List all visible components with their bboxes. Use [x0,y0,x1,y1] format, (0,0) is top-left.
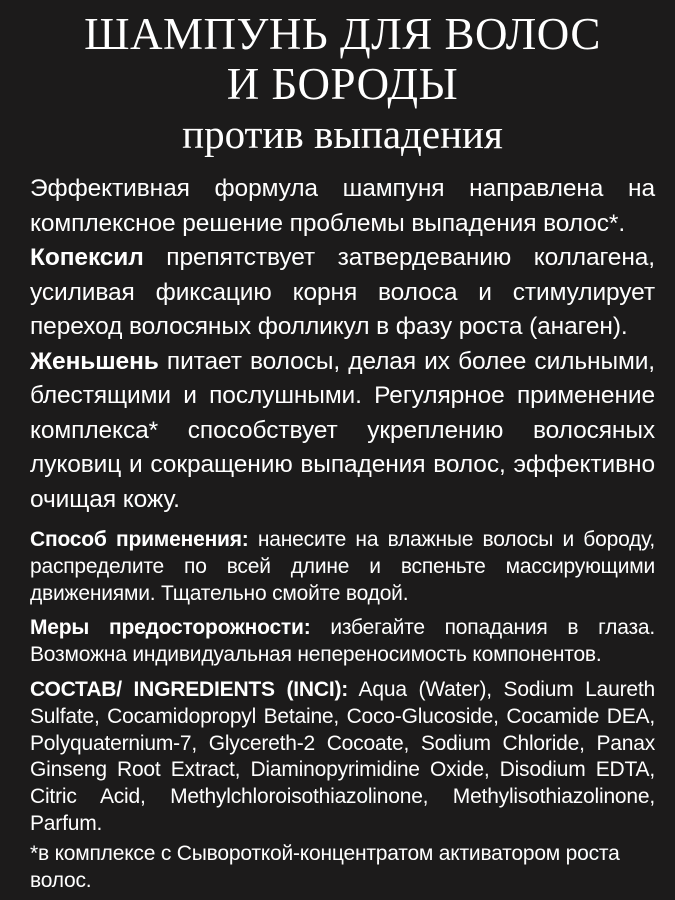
usage-text: нанесите на влажные волосы и бороду, распределите по всей длине и вспеньте массирующими движениями. Тщательно смойте водой. [30,528,655,605]
precautions-label: Меры предосторожности: [30,616,311,640]
product-title-line-1: ШАМПУНЬ ДЛЯ ВОЛОС [84,9,601,59]
precautions-section [30,615,655,669]
ingredient-paragraph-copexil [30,241,655,345]
intro-text: Эффективная формула шампуня направлена на комплексное решение проблемы выпадения волос*. [30,175,655,237]
ingredient-text-ginseng: питает волосы, делая их более сильными, блестящими и послушными. Регулярное применение комплекса* способствует укреплению волосяных луковиц и сокращению выпадения волос, эффективно очищая кожу. [30,347,655,513]
precautions-text: избегайте попадания в глаза. Возможна индивидуальная непереносимость компонентов. [30,616,655,667]
ingredient-name-ginseng: Женьшень [30,347,159,375]
title-block [30,0,655,157]
product-title-line-2: И БОРОДЫ [226,59,459,109]
ingredient-text-copexil: препятствует затвердеванию коллагена, усиливая фиксацию корня волоса и стимулирует переход волосяных фолликул в фазу роста (анаген). [30,244,655,340]
composition-label: СОСТАВ/ INGREDIENTS (INCI): [30,677,349,701]
footnote: *в комплексе с Сывороткой-концентратом активатором роста волос. [30,841,620,892]
composition-section [30,677,655,838]
ingredient-name-copexil: Копексил [30,244,144,271]
composition-text: Aqua (Water), Sodium Laureth Sulfate, Cocamidopropyl Betaine, Coco-Glucoside, Cocamide DEA, Polyquaternium-7, Glycereth-2 Cocoate, Sodium Chloride, Panax Ginseng Root Extract, Diaminopyrimidine Oxide, Disodium EDTA, Citric Acid, Methylchloroisothiazolinone, Methylisothiazolinone, Parfum. [30,677,655,835]
intro-paragraph [30,172,655,241]
ingredient-paragraph-ginseng [30,345,655,518]
usage-section [30,527,655,607]
description-section [30,172,655,517]
usage-label: Способ применения: [30,528,249,551]
product-subtitle: против выпадения [182,111,503,157]
